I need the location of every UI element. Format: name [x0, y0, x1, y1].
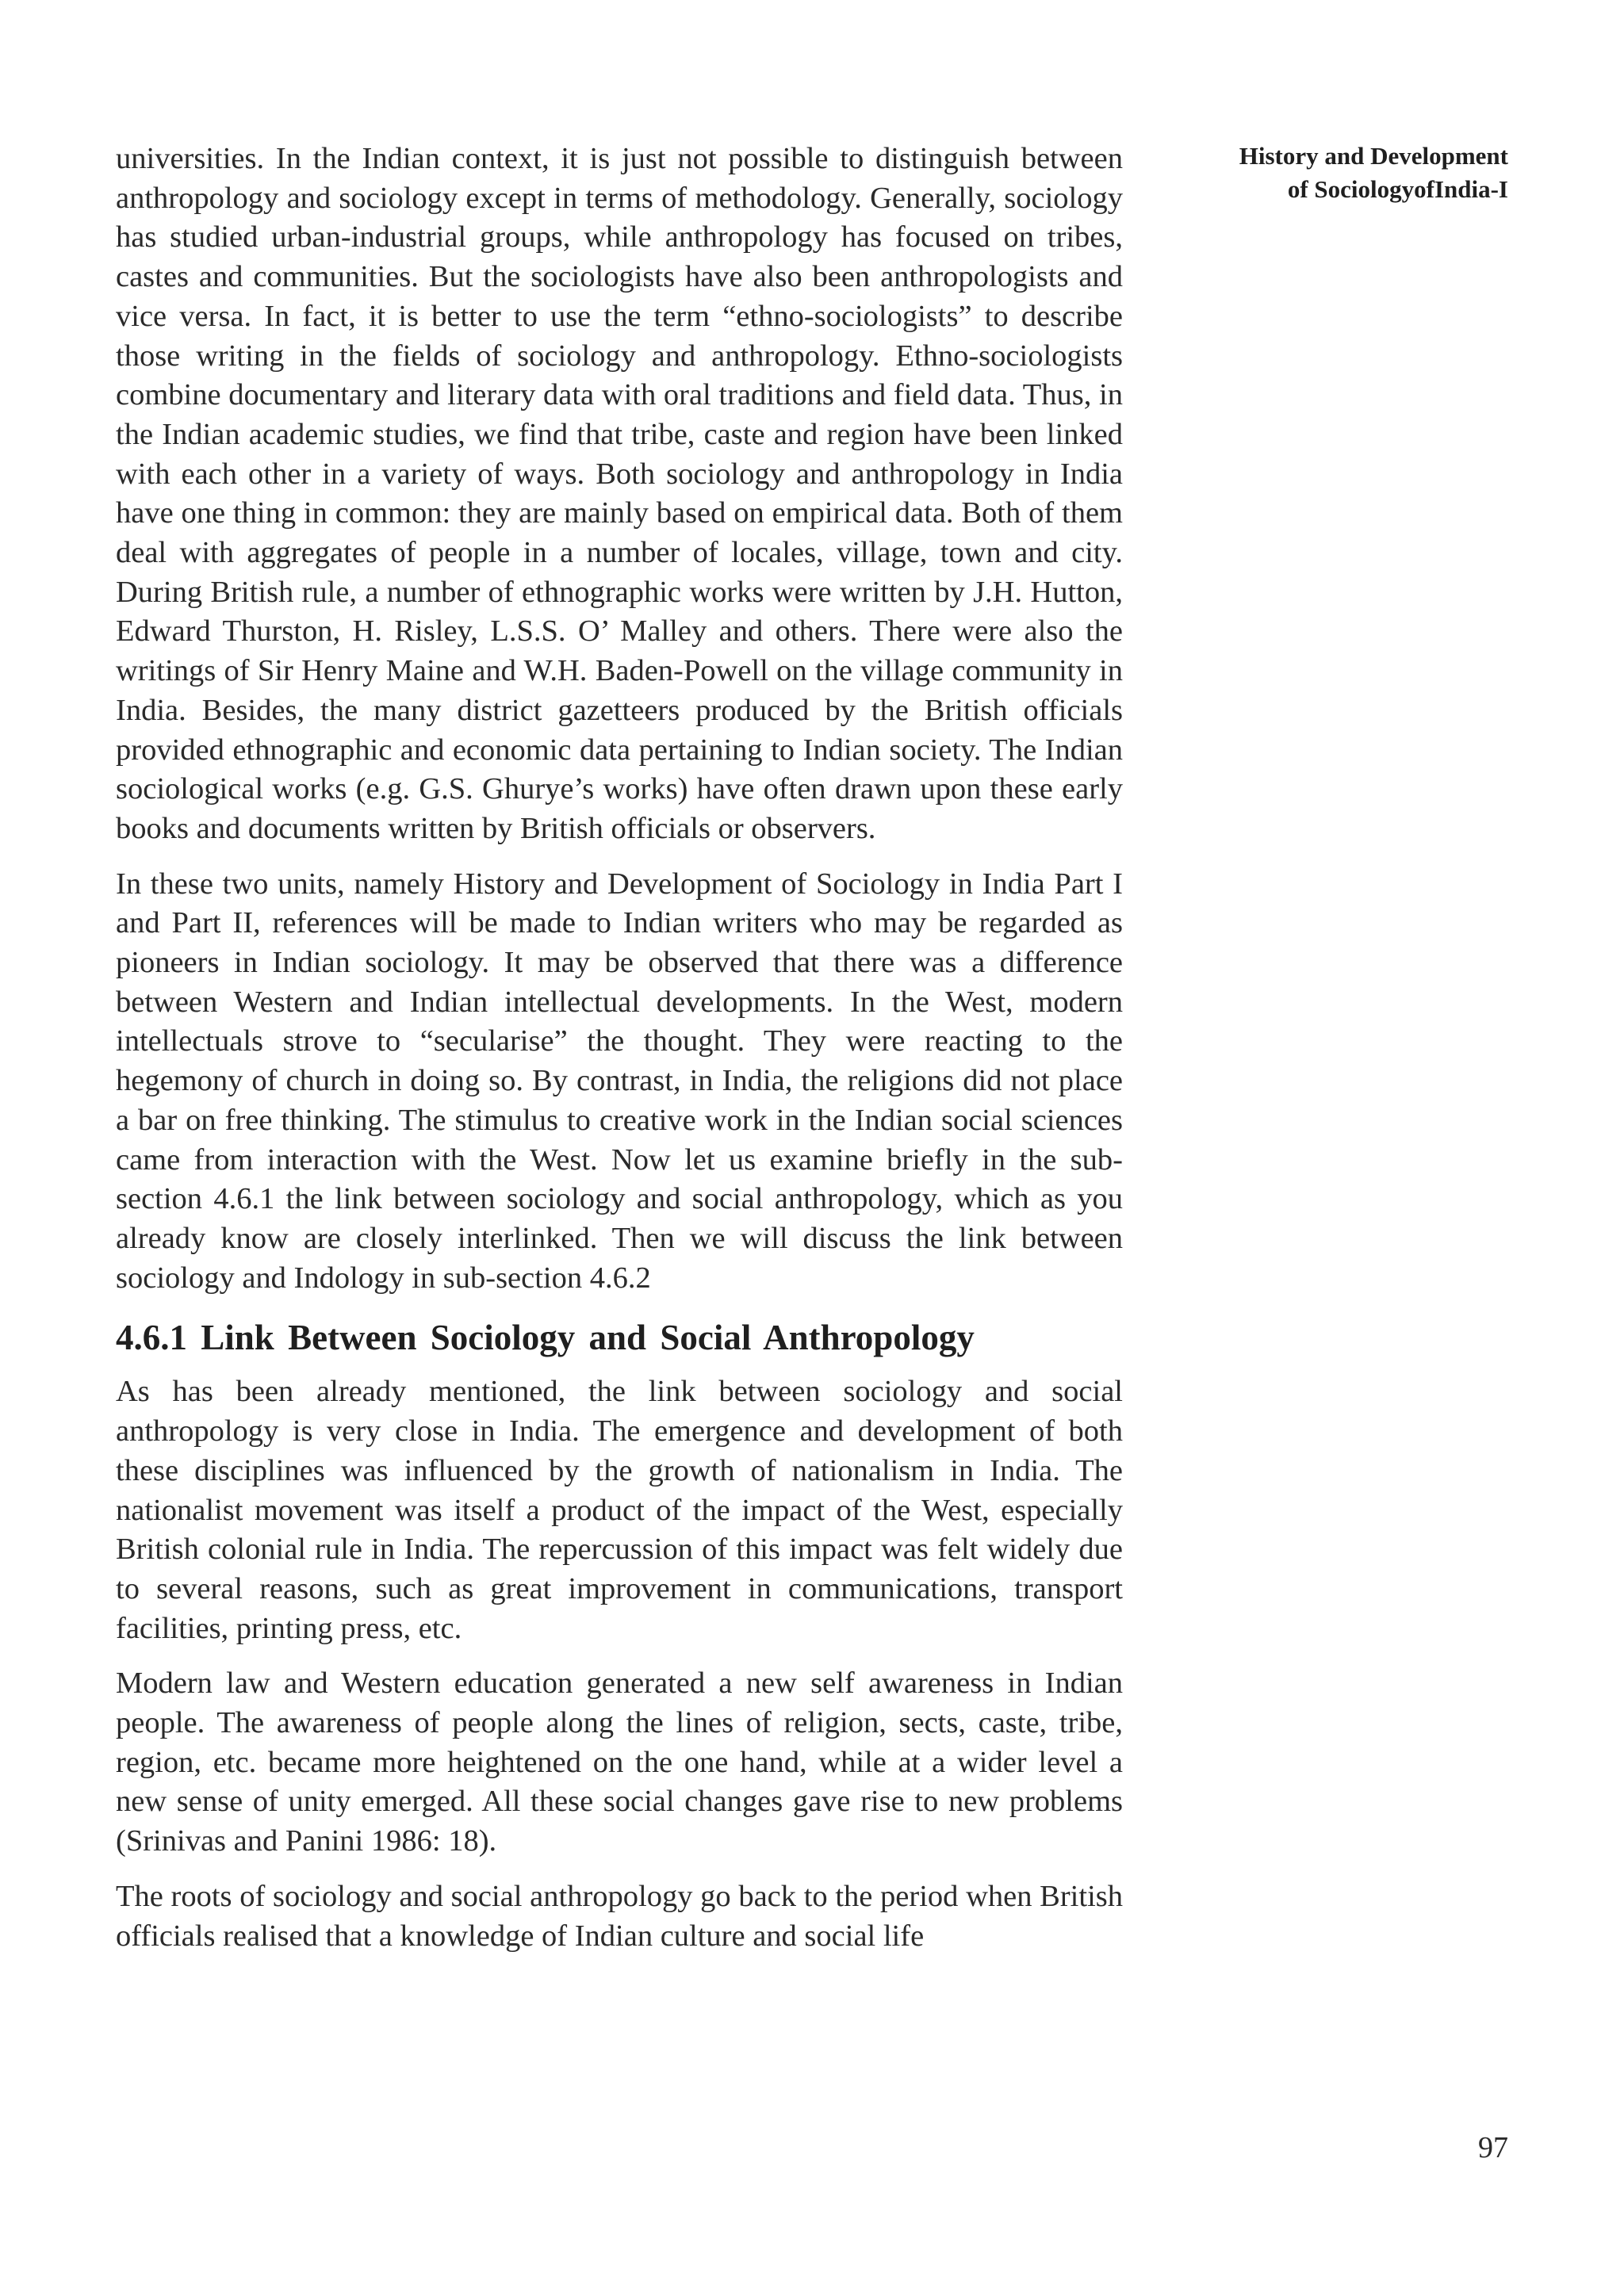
page-number: 97 — [1478, 2131, 1508, 2164]
paragraph-2: In these two units, namely History and Development of Sociology in India Part I and Part II, references will be made to Indian writers who may be regarded as pioneers in Indian sociology. It may be observed that there was a difference between Western and Indian intellectual developments. In the West, modern intellectuals strove to “secularise” the thought. They were reacting to the hegemony of church in doing so. By contrast, in India, the religions did not place a bar on free thinking. The stimulus to creative work in the Indian social sciences came from interaction with the West. Now let us examine briefly in the sub-section 4.6.1 the link between sociology and social anthropology, which as you already know are closely interlinked. Then we will discuss the link between sociology and Indology in sub-section 4.6.2 — [116, 867, 1123, 1295]
paragraph-5: The roots of sociology and social anthropology go back to the period when British officials realised that a knowledge of Indian culture and social life — [116, 1879, 1123, 1953]
running-header-line-1: History and Development — [1239, 142, 1508, 170]
paragraph-1: universities. In the Indian context, it is just not possible to distinguish between anthropology and sociology except in terms of methodology. Generally, sociology has studied urban-industrial groups, while anthropology has focused on tribes, castes and communities. But the sociologists have also been anthropologists and vice versa. In fact, it is better to use the term “ethno-sociologists” to describe those writing in the fields of sociology and anthropology. Ethno-sociologists combine documentary and literary data with oral traditions and field data. Thus, in the Indian academic studies, we find that tribe, caste and region have been linked with each other in a variety of ways. Both sociology and anthropology in India have one thing in common: they are mainly based on empirical data. Both of them deal with aggregates of people in a number of locales, village, town and city. During British rule, a number of ethnographic works were written by J.H. Hutton, Edward Thurston, H. Risley, L.S.S. O’ Malley and others. There were also the writings of Sir Henry Maine and W.H. Baden-Powell on the village community in India. Besides, the many district gazetteers produced by the British officials provided ethnographic and economic data pertaining to Indian society. The Indian sociological works (e.g. G.S. Ghurye’s works) have often drawn upon these early books and documents written by British officials or observers. — [116, 142, 1123, 845]
running-header-line-2: of SociologyofIndia-I — [1287, 175, 1508, 203]
page-body — [116, 140, 1123, 1972]
running-header — [1175, 140, 1508, 206]
section-heading: 4.6.1 Link Between Sociology and Social Anthropology — [116, 1318, 975, 1358]
paragraph-4: Modern law and Western education generated a new self awareness in Indian people. The awareness of people along the lines of religion, sects, caste, tribe, region, etc. became more heightened on the one hand, while at a wider level a new sense of unity emerged. All these social changes gave rise to new problems (Srinivas and Panini 1986: 18). — [116, 1667, 1123, 1858]
paragraph-3: As has been already mentioned, the link between sociology and social anthropology is very close in India. The emergence and development of both these disciplines was influenced by the growth of nationalism in India. The nationalist movement was itself a product of the impact of the West, especially British colonial rule in India. The repercussion of this impact was felt widely due to several reasons, such as great improvement in communications, transport facilities, printing press, etc. — [116, 1375, 1123, 1645]
